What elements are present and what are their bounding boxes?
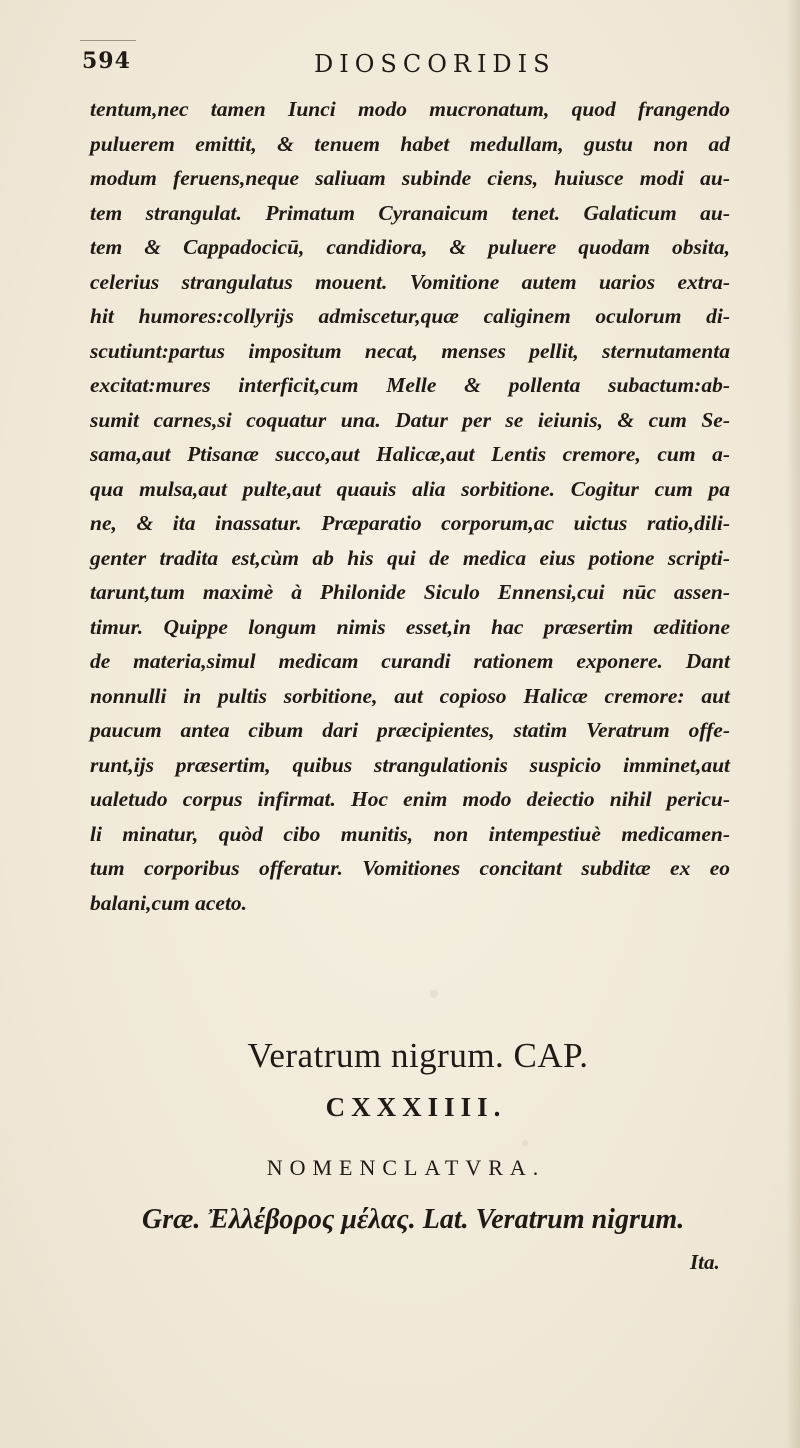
nomenclatura-heading: NOMENCLATVRA. bbox=[266, 1155, 546, 1180]
body-line: genter tradita est,cùm ab his qui de medica eius potione scripti- bbox=[90, 545, 730, 570]
paper-spot bbox=[522, 1140, 528, 1146]
body-line: de materia,simul medicam curandi rationem exponere. Dant bbox=[90, 649, 730, 673]
body-line: ualetudo corpus infirmat. Hoc enim modo deiectio nihil pericu- bbox=[90, 787, 730, 811]
body-line: tum corporibus offeratur. Vomitiones concitant subditæ ex eo bbox=[90, 856, 730, 880]
body-line: balani,cum aceto. bbox=[90, 890, 248, 915]
body-line: runt,ijs præsertim, quibus strangulationis suspicio imminet,aut bbox=[90, 752, 730, 777]
page-number-rule bbox=[80, 40, 136, 43]
paper-spot bbox=[430, 990, 438, 998]
body-line: excitat:mures interficit,cum Melle & pollenta subactum:ab- bbox=[90, 373, 730, 397]
body-line: tentum,nec tamen Iunci modo mucronatum, quod frangendo bbox=[90, 97, 730, 121]
chapter-title: Veratrum nigrum. CAP. bbox=[247, 1036, 589, 1075]
body-line: paucum antea cibum dari præcipientes, statim Veratrum offe- bbox=[90, 718, 730, 742]
body-line: scutiunt:partus impositum necat, menses pellit, sternutamenta bbox=[90, 338, 730, 363]
body-line: hit humores:collyrijs admiscetur,quæ caliginem oculorum di- bbox=[90, 304, 730, 328]
page-number: 594 bbox=[82, 48, 131, 74]
body-line: tarunt,tum maximè à Philonide Siculo Ennensi,cui nūc assen- bbox=[90, 580, 730, 604]
body-line: tem strangulat. Primatum Cyranaicum tenet. Galaticum au- bbox=[90, 200, 730, 225]
chapter-number: CXXXIIII. bbox=[325, 1092, 507, 1122]
body-line: sumit carnes,si coquatur una. Datur per se ieiunis, & cum Se- bbox=[90, 407, 730, 432]
body-line: sama,aut Ptisanæ succo,aut Halicæ,aut Lentis cremore, cum a- bbox=[90, 442, 730, 466]
body-line: timur. Quippe longum nimis esset,in hac præsertim æditione bbox=[90, 614, 730, 639]
synonyms-line: Græ. Ἐλλέβορος μέλας. Lat. Veratrum nigrum. bbox=[142, 1204, 685, 1235]
running-title: DIOSCORIDIS bbox=[314, 50, 556, 78]
body-line: qua mulsa,aut pulte,aut quauis alia sorbitione. Cogitur cum pa bbox=[90, 476, 730, 501]
body-line: celerius strangulatus mouent. Vomitione autem uarios extra- bbox=[90, 269, 730, 294]
body-text bbox=[90, 92, 730, 920]
body-line: nonnulli in pultis sorbitione, aut copioso Halicæ cremore: aut bbox=[90, 683, 730, 708]
body-line: tem & Cappadocicū, candidiora, & puluere quodam obsita, bbox=[90, 235, 730, 259]
running-head bbox=[82, 48, 722, 88]
body-line: puluerem emittit, & tenuem habet medullam, gustu non ad bbox=[90, 131, 730, 156]
body-line: ne, & ita inassatur. Præparatio corporum,ac uictus ratio,dili- bbox=[90, 511, 730, 535]
catchword: Ita. bbox=[690, 1250, 720, 1274]
page-edge-shadow bbox=[786, 0, 800, 1448]
body-line: modum feruens,neque saliuam subinde ciens, huiusce modi au- bbox=[90, 166, 730, 190]
body-line: li minatur, quòd cibo munitis, non intempestiuè medicamen- bbox=[90, 821, 730, 846]
